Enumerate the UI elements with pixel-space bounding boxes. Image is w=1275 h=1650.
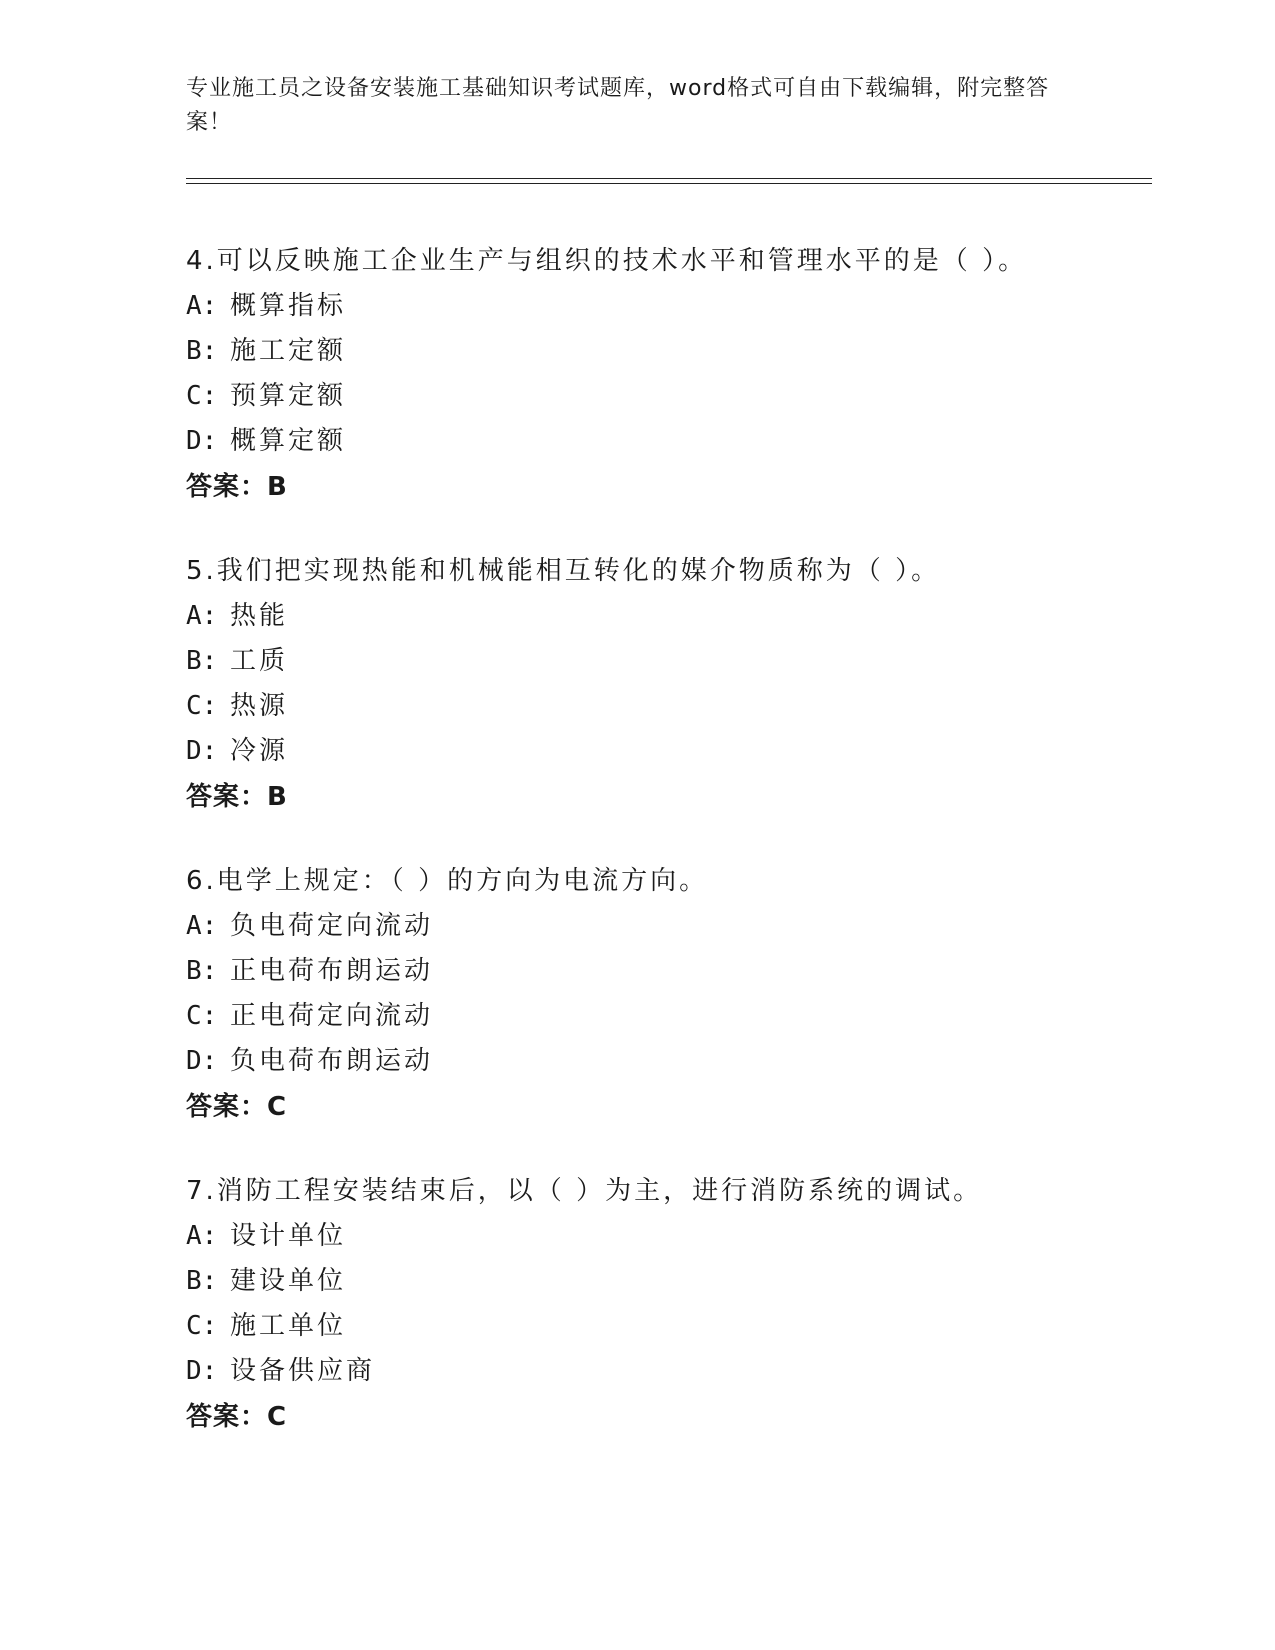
header-rule-bottom: [186, 183, 1152, 184]
option-letter: B:: [186, 646, 218, 676]
option-text: 负电荷布朗运动: [230, 1046, 434, 1076]
option-letter: D:: [186, 1356, 218, 1386]
option-c: [186, 994, 1152, 1039]
answer-line: 答案：B: [186, 782, 288, 812]
option-letter: D:: [186, 426, 218, 456]
question-stem: 5.我们把实现热能和机械能相互转化的媒介物质称为（ ）。: [186, 556, 941, 586]
option-b: [186, 949, 1152, 994]
option-text: 设计单位: [230, 1221, 347, 1251]
question-5: [186, 548, 1152, 820]
option-a: [186, 284, 1152, 329]
document-header: [186, 72, 1066, 140]
option-text: 预算定额: [230, 381, 347, 411]
option-d: [186, 1349, 1152, 1394]
option-c: [186, 684, 1152, 729]
question-stem: 7.消防工程安装结束后，以（ ）为主，进行消防系统的调试。: [186, 1176, 983, 1206]
option-letter: D:: [186, 736, 218, 766]
option-text: 施工单位: [230, 1311, 347, 1341]
option-letter: B:: [186, 956, 218, 986]
answer-line: 答案：C: [186, 1092, 288, 1122]
option-a: [186, 594, 1152, 639]
option-letter: C:: [186, 1001, 218, 1031]
option-letter: B:: [186, 336, 218, 366]
header-rule-top: [186, 178, 1152, 179]
option-letter: D:: [186, 1046, 218, 1076]
option-letter: A:: [186, 291, 218, 321]
header-text: 专业施工员之设备安装施工基础知识考试题库，word格式可自由下载编辑，附完整答案！: [186, 76, 1050, 135]
option-d: [186, 729, 1152, 774]
option-letter: C:: [186, 1311, 218, 1341]
option-b: [186, 639, 1152, 684]
option-text: 热源: [230, 691, 289, 721]
option-text: 正电荷定向流动: [230, 1001, 434, 1031]
question-list: [186, 238, 1152, 1478]
option-a: [186, 904, 1152, 949]
option-c: [186, 1304, 1152, 1349]
option-d: [186, 419, 1152, 464]
option-text: 负电荷定向流动: [230, 911, 434, 941]
option-text: 设备供应商: [230, 1356, 376, 1386]
option-letter: A:: [186, 601, 218, 631]
option-text: 概算指标: [230, 291, 347, 321]
question-4: [186, 238, 1152, 510]
option-text: 冷源: [230, 736, 289, 766]
answer-line: 答案：B: [186, 472, 288, 502]
option-letter: C:: [186, 691, 218, 721]
option-b: [186, 1259, 1152, 1304]
option-c: [186, 374, 1152, 419]
option-text: 工质: [230, 646, 289, 676]
option-a: [186, 1214, 1152, 1259]
option-letter: B:: [186, 1266, 218, 1296]
option-text: 概算定额: [230, 426, 347, 456]
question-stem: 4.可以反映施工企业生产与组织的技术水平和管理水平的是（ ）。: [186, 246, 1028, 276]
option-d: [186, 1039, 1152, 1084]
question-6: [186, 858, 1152, 1130]
question-7: [186, 1168, 1152, 1440]
option-b: [186, 329, 1152, 374]
option-text: 热能: [230, 601, 289, 631]
option-text: 建设单位: [230, 1266, 347, 1296]
question-stem: 6.电学上规定：（ ）的方向为电流方向。: [186, 866, 709, 896]
option-text: 正电荷布朗运动: [230, 956, 434, 986]
option-letter: C:: [186, 381, 218, 411]
answer-line: 答案：C: [186, 1402, 288, 1432]
option-text: 施工定额: [230, 336, 347, 366]
option-letter: A:: [186, 911, 218, 941]
option-letter: A:: [186, 1221, 218, 1251]
